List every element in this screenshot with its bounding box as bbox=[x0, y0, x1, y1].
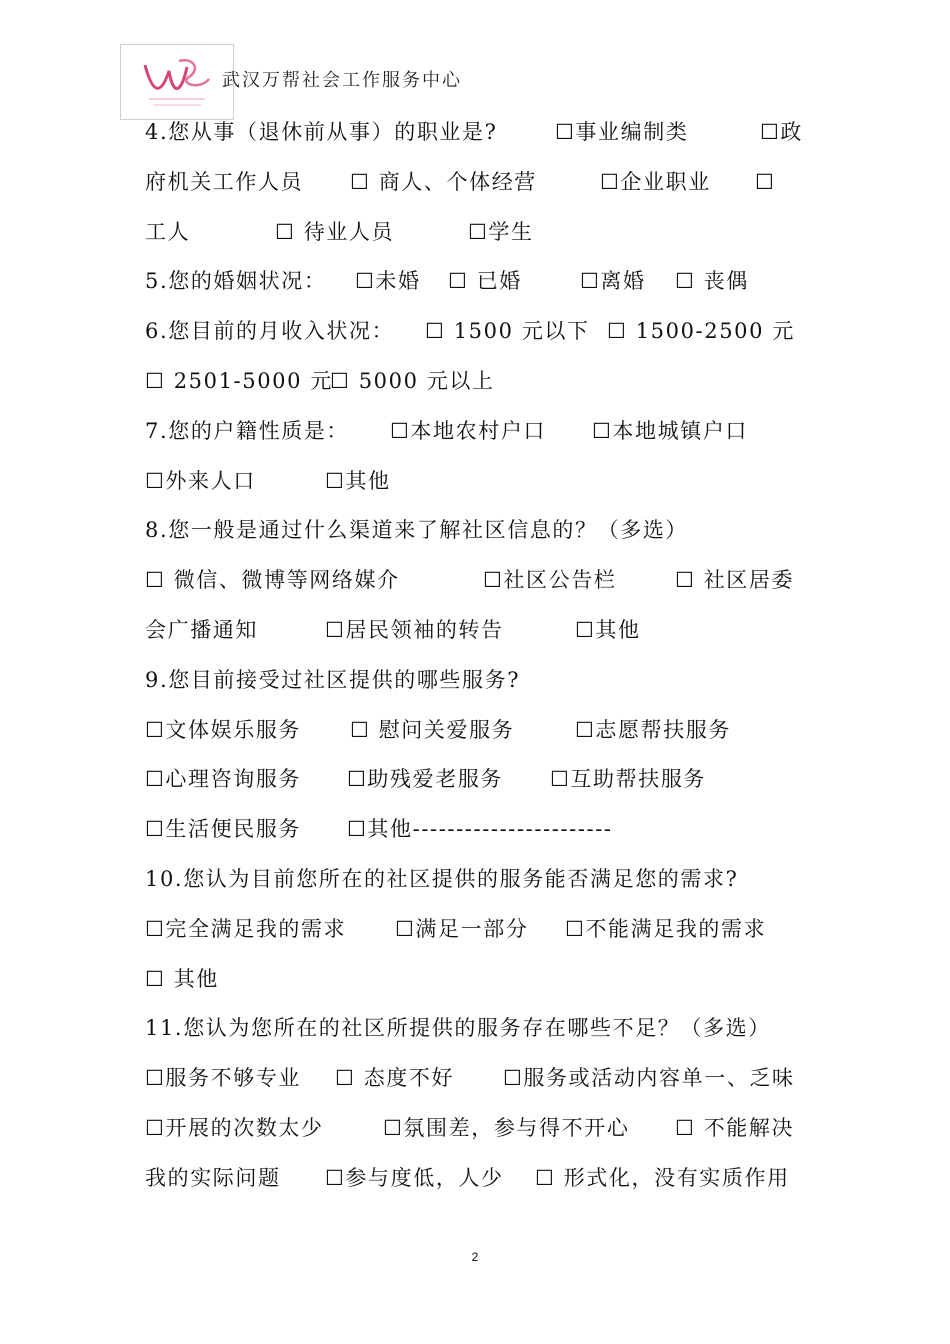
checkbox-option[interactable]: ☐ 微信、微博等网络媒介 bbox=[145, 568, 400, 592]
checkbox-option[interactable]: ☐开展的次数太少 bbox=[145, 1116, 324, 1140]
question-line bbox=[145, 965, 810, 993]
checkbox-option[interactable]: ☐ 1500 元以下 bbox=[425, 319, 590, 343]
checkbox-option[interactable]: ☐ 态度不好 bbox=[335, 1066, 455, 1090]
question-line bbox=[145, 765, 810, 793]
question-line bbox=[145, 865, 810, 893]
question-text: 11.您认为您所在的社区所提供的服务存在哪些不足？（多选） bbox=[145, 1016, 771, 1040]
question-text: 9.您目前接受过社区提供的哪些服务? bbox=[145, 668, 521, 692]
checkbox-option[interactable]: ☐氛围差，参与得不开心 bbox=[383, 1116, 630, 1140]
question-line bbox=[145, 467, 810, 495]
checkbox-option[interactable]: ☐满足一部分 bbox=[395, 917, 529, 941]
checkbox-option[interactable]: ☐ 5000 元以上 bbox=[330, 369, 495, 393]
checkbox-option[interactable]: ☐ 丧偶 bbox=[675, 269, 749, 293]
checkbox-option[interactable]: ☐ bbox=[755, 170, 776, 194]
question-text: 10.您认为目前您所在的社区提供的服务能否满足您的需求? bbox=[145, 867, 739, 891]
question-text: 工人 bbox=[145, 220, 191, 244]
question-line bbox=[145, 666, 810, 694]
question-line bbox=[145, 317, 810, 345]
checkbox-option[interactable]: ☐居民领袖的转告 bbox=[325, 618, 504, 642]
question-line bbox=[145, 616, 810, 644]
question-text: 4.您从事（退休前从事）的职业是? bbox=[145, 120, 498, 144]
organization-logo bbox=[120, 44, 234, 120]
question-text: 8.您一般是通过什么渠道来了解社区信息的？（多选） bbox=[145, 518, 689, 542]
checkbox-option[interactable]: ☐事业编制类 bbox=[555, 120, 689, 144]
question-text: 5.您的婚姻状况： bbox=[145, 269, 327, 293]
question-line bbox=[145, 267, 810, 295]
checkbox-option[interactable]: ☐离婚 bbox=[580, 269, 646, 293]
question-line bbox=[145, 417, 810, 445]
question-text: 我的实际问题 bbox=[145, 1166, 281, 1190]
checkbox-option[interactable]: ☐不能满足我的需求 bbox=[565, 917, 767, 941]
checkbox-option[interactable]: ☐本地农村户口 bbox=[390, 419, 547, 443]
checkbox-option[interactable]: ☐其他----------------------- bbox=[347, 817, 613, 841]
checkbox-option[interactable]: ☐ 已婚 bbox=[448, 269, 522, 293]
checkbox-option[interactable]: ☐互助帮扶服务 bbox=[550, 767, 707, 791]
checkbox-option[interactable]: ☐政 bbox=[760, 120, 804, 144]
question-line bbox=[145, 367, 810, 395]
question-line bbox=[145, 1064, 810, 1092]
checkbox-option[interactable]: ☐文体娱乐服务 bbox=[145, 718, 302, 742]
checkbox-option[interactable]: ☐参与度低，人少 bbox=[325, 1166, 504, 1190]
question-text: 6.您目前的月收入状况： bbox=[145, 319, 395, 343]
checkbox-option[interactable]: ☐ 2501-5000 元 bbox=[145, 369, 333, 393]
question-line bbox=[145, 218, 810, 246]
checkbox-option[interactable]: ☐外来人口 bbox=[145, 469, 256, 493]
checkbox-option[interactable]: ☐完全满足我的需求 bbox=[145, 917, 347, 941]
question-text: 会广播通知 bbox=[145, 618, 258, 642]
question-line bbox=[145, 168, 810, 196]
question-line bbox=[145, 716, 810, 744]
organization-name: 武汉万帮社会工作服务中心 bbox=[222, 70, 462, 91]
checkbox-option[interactable]: ☐生活便民服务 bbox=[145, 817, 302, 841]
checkbox-option[interactable]: ☐ 形式化，没有实质作用 bbox=[535, 1166, 790, 1190]
page-number: 2 bbox=[471, 1250, 479, 1264]
checkbox-option[interactable]: ☐本地城镇户口 bbox=[592, 419, 749, 443]
checkbox-option[interactable]: ☐学生 bbox=[468, 220, 534, 244]
checkbox-option[interactable]: ☐其他 bbox=[325, 469, 391, 493]
checkbox-option[interactable]: ☐ 不能解决 bbox=[675, 1116, 795, 1140]
checkbox-option[interactable]: ☐助残爱老服务 bbox=[347, 767, 504, 791]
checkbox-option[interactable]: ☐社区公告栏 bbox=[483, 568, 617, 592]
question-line bbox=[145, 566, 810, 594]
checkbox-option[interactable]: ☐未婚 bbox=[355, 269, 421, 293]
checkbox-option[interactable]: ☐ 社区居委 bbox=[675, 568, 795, 592]
question-text: 7.您的户籍性质是： bbox=[145, 419, 350, 443]
checkbox-option[interactable]: ☐志愿帮扶服务 bbox=[575, 718, 732, 742]
question-line bbox=[145, 516, 810, 544]
checkbox-option[interactable]: ☐ 商人、个体经营 bbox=[350, 170, 537, 194]
question-line bbox=[145, 815, 810, 843]
checkbox-option[interactable]: ☐心理咨询服务 bbox=[145, 767, 302, 791]
question-line bbox=[145, 1164, 810, 1192]
question-line bbox=[145, 1114, 810, 1142]
checkbox-option[interactable]: ☐ 1500-2500 元 bbox=[607, 319, 795, 343]
checkbox-option[interactable]: ☐服务不够专业 bbox=[145, 1066, 302, 1090]
checkbox-option[interactable]: ☐ 其他 bbox=[145, 967, 219, 991]
question-line bbox=[145, 1014, 810, 1042]
checkbox-option[interactable]: ☐企业职业 bbox=[600, 170, 711, 194]
question-line bbox=[145, 118, 810, 146]
checkbox-option[interactable]: ☐其他 bbox=[575, 618, 641, 642]
question-text: 府机关工作人员 bbox=[145, 170, 304, 194]
ribbon-logo-icon bbox=[139, 55, 217, 111]
checkbox-option[interactable]: ☐服务或活动内容单一、乏味 bbox=[503, 1066, 795, 1090]
question-line bbox=[145, 915, 810, 943]
checkbox-option[interactable]: ☐ 待业人员 bbox=[275, 220, 395, 244]
checkbox-option[interactable]: ☐ 慰问关爱服务 bbox=[350, 718, 515, 742]
